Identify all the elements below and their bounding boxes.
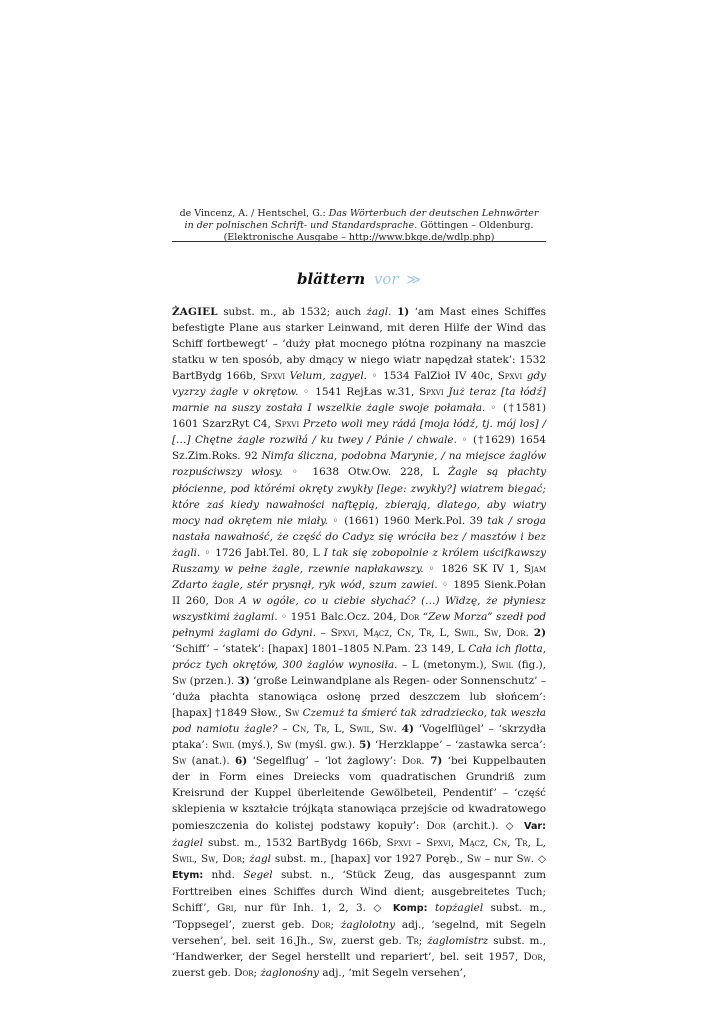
entry-segment: L, xyxy=(329,723,350,736)
entry-segment: (myśl. gw.). xyxy=(291,739,360,752)
headword: ŻAGIEL xyxy=(172,306,218,318)
entry-segment: Tr xyxy=(406,934,419,947)
entry-segment: żaglomistrz xyxy=(427,934,489,947)
entry-segment: topżagiel xyxy=(434,901,484,914)
entry-segment: (fig.), xyxy=(513,659,546,672)
entry-segment: Spxvi xyxy=(419,386,444,399)
entry-segment: Spxvi xyxy=(274,418,300,431)
entry-segment: Dor xyxy=(399,610,420,623)
entry-segment: (myś.), xyxy=(233,739,277,752)
entry-segment: Przeto woli mey rádá [moja łódź, tj. mój los] / […] Chętne żagle rozwiłá / ku twey / Pánie / chwale. xyxy=(172,418,546,447)
entry-segment: Sw xyxy=(318,934,333,947)
entry-segment: subst. m., ab 1532; auch xyxy=(217,306,367,318)
next-link[interactable]: vor xyxy=(373,270,399,288)
entry-segment: Swil xyxy=(491,659,514,672)
next-arrow-icon[interactable]: ≫ xyxy=(406,272,422,288)
entry-segment: nhd. xyxy=(203,868,244,881)
entry-segment xyxy=(427,902,434,914)
entry-segment: ; xyxy=(241,852,250,865)
entry-segment: Spxvi – Spxvi, Mącz, Cn, Tr, xyxy=(386,836,531,849)
entry-segment: Etym: xyxy=(172,869,204,881)
entry-segment: Sw xyxy=(172,675,187,688)
entry-segment: żaglolotny xyxy=(340,918,396,931)
entry-segment: Swil, Sw, Dor xyxy=(172,852,242,865)
entry-segment: gdy vyzrzy żagle v okrętow. xyxy=(172,370,546,399)
entry-segment: L, xyxy=(530,836,546,849)
entry-segment: Dor xyxy=(234,966,254,979)
entry-segment: subst. m., ‘Toppsegel’, zuerst geb. xyxy=(172,901,546,931)
entry-segment: ‘bei Kuppelbauten der in Form eines Dreiecks vom quadratischen Grundriß zum Kreisrund der Kuppel überleitende Gewölbeteil, Pendentif’ – ‘część sklepienia w kształcie trójkąta stanowiąca przejście od kwadratowego pomieszczenia do kolistej podstawy kopuły’: xyxy=(172,755,547,832)
entry-segment: ◦ 1541 RejŁas w.31, xyxy=(298,386,419,399)
entry-segment: żagl. xyxy=(366,306,392,318)
entry-segment: L, xyxy=(434,626,455,639)
entry-segment: 4) xyxy=(396,723,414,736)
entry-segment: Sw xyxy=(172,755,187,768)
header-divider xyxy=(172,241,546,242)
entry-segment: ◦ 1951 Balc.Ocz. 204, xyxy=(277,610,400,623)
entry-segment: ‘Schiff’ – ‘statek’: [hapax] 1801–1805 N.Pam. 23 149, L xyxy=(172,642,469,655)
entry-segment: ; xyxy=(253,966,261,979)
entry-segment: Cn, Tr, xyxy=(292,723,330,736)
entry-segment: Dor xyxy=(523,950,543,963)
entry-segment: subst. m., 1532 BartBydg 166b, xyxy=(203,836,387,849)
entry-segment: Spxvi, Mącz, Cn, Tr, xyxy=(330,626,435,639)
entry-segment: ‘große Leinwandplane als Regen- oder Sonnenschutz’ – ‘duża płachta stanowiąca osłonę przed deszczem lub słońcem’: [hapax] †1849 Słow., xyxy=(172,675,546,720)
entry-segment: Dor xyxy=(426,819,446,832)
browse-title: blättern xyxy=(296,270,366,288)
citation-header xyxy=(172,208,546,244)
entry-segment: żagl xyxy=(249,852,271,865)
entry-segment: Sw xyxy=(276,739,292,752)
entry-segment: żaglonośny xyxy=(260,966,320,979)
entry-segment: 3) xyxy=(237,675,250,688)
entry-segment: ◇ xyxy=(534,852,546,865)
entry-segment: Sw. xyxy=(516,852,535,865)
entry-segment: Swil, Sw. xyxy=(349,723,397,736)
entry-segment: – xyxy=(316,626,331,639)
entry-segment: Velum, zagyel. xyxy=(289,370,367,383)
entry-segment: subst. n., ‘Stück Zeug, das ausgespannt zum Forttreiben eines Schiffes durch Wind dient; ausgebreitetes Tuch; Schiff’, xyxy=(172,868,547,914)
entry-segment: ‘Vogelflügel’ – ‘skrzydła ptaka’: xyxy=(172,723,547,752)
entry-segment: Nimfa śliczna, podobna Marynie, / na miejsce żaglów rozpuściwszy włosy. xyxy=(172,450,546,479)
entry-segment: tak / sroga nastała nawałność, że część do Cadyz się wróciła bez / masztów i bez żagli. xyxy=(172,514,546,559)
entry-segment: Gri xyxy=(217,901,234,914)
entry-segment: ◦ (1661) 1960 Merk.Pol. 39 xyxy=(327,514,488,527)
entry-segment: ; xyxy=(330,918,341,931)
citation-line-3: (Elektronische Ausgabe – http://www.bkge.de/wdlp.php) xyxy=(223,232,495,243)
entry-segment: Czemuż ta śmierć tak zdradziecko, tak weszła pod namiotu żagle? xyxy=(172,707,546,736)
browse-navigation xyxy=(172,270,546,289)
entry-segment: adj., ‘mit Segeln versehen’, xyxy=(319,966,467,979)
entry-segment: Cała ich flotta, prócz tych okrętów, 300 żaglów wynosiła. xyxy=(172,642,546,672)
entry-segment: , zuerst geb. xyxy=(332,934,407,947)
entry-segment: 7) xyxy=(424,755,443,768)
entry-segment: Swil, Sw, Dor. xyxy=(454,626,529,639)
entry-text xyxy=(172,304,546,981)
entry-segment: – xyxy=(277,723,293,736)
entry-segment: I tak się zobopolnie z królem uścifkawszy Ruszamy w pełne żagle, rzewnie napłakawszy. xyxy=(172,546,546,575)
entry-segment: Var: xyxy=(524,820,546,832)
entry-segment: ◦ (†1581) 1601 SzarzRyt C4, xyxy=(172,402,546,431)
entry-segment: ◦ (†1629) 1654 Sz.Zim.Roks. 92 xyxy=(172,434,546,463)
entry-segment: (przen.). xyxy=(186,675,238,688)
entry-segment: , zuerst geb. xyxy=(172,950,546,979)
entry-segment: żagiel xyxy=(172,836,204,849)
entry-segment: ‘Segelflug’ – ‘lot żaglowy’: xyxy=(247,755,402,768)
entry-segment: , nur für Inh. 1, 2, 3. ◇ xyxy=(233,901,393,914)
entry-segment: Dor. xyxy=(401,755,425,768)
entry-segment: A w ogóle, co u ciebie słychać? (…) Widzę, że płyniesz wszystkimi żaglami. xyxy=(172,594,547,623)
entry-segment: (archit.). ◇ xyxy=(445,819,525,832)
citation-line-2: in der polnischen Schrift- und Standardsprache. Göttingen – Oldenburg. xyxy=(184,220,534,231)
entry-segment: – L (metonym.), xyxy=(397,659,492,672)
entry-segment: “Zew Morza” szedł pod pełnymi żaglami do Gdyni. xyxy=(172,610,546,639)
entry-segment: Spxvi xyxy=(260,370,286,383)
entry-segment: 1) xyxy=(391,306,410,318)
entry-segment: adj., ‘segelnd, mit Segeln versehen’, bel. seit 16.Jh., xyxy=(172,918,546,947)
entry-segment: Swil xyxy=(212,739,234,752)
entry-segment: ◦ 1726 Jabł.Tel. 80, L xyxy=(200,546,324,559)
entry-segment: (anat.). xyxy=(186,755,235,768)
entry-segment: Komp: xyxy=(392,902,428,914)
entry-segment: ‘am Mast eines Schiffes befestigte Plane aus starker Leinwand, mit deren Hilfe der Wind das Schiff fortbewegt’ – ‘duży płat mocnego płótna rozpinany na maszcie statku w ten sposób, aby dmący w niego wiatr napędzał statek’: 1532 BartBydg 166b, xyxy=(172,306,546,383)
entry-segment: Sjam xyxy=(523,562,546,575)
entry-segment: 5) xyxy=(359,739,372,752)
entry-segment: Już teraz [ta łódź] marnie na suszy została I wszelkie żagle swoje połamała. xyxy=(172,386,546,415)
entry-segment: Zdarto żagle, stér prysnął, ryk wód, szum zawiei. xyxy=(172,578,438,591)
entry-segment: ◦ 1895 Sienk.Połan II 260, xyxy=(172,578,546,607)
entry-segment: Segel xyxy=(243,868,273,881)
entry-segment: ◦ 1534 FalZioł IV 40c, xyxy=(366,370,498,383)
citation-line-1: de Vincenz, A. / Hentschel, G.: Das Wörterbuch der deutschen Lehnwörter xyxy=(179,208,539,219)
entry-segment: ◦ 1826 SK IV 1, xyxy=(423,562,524,575)
entry-segment: Dor xyxy=(214,594,234,607)
entry-segment: Sw xyxy=(284,707,300,720)
entry-segment: 6) xyxy=(235,755,248,768)
dictionary-entry xyxy=(172,304,546,981)
entry-segment: subst. m., [hapax] vor 1927 Poręb., xyxy=(270,852,467,865)
entry-segment: ; xyxy=(418,934,428,947)
entry-segment: Spxvi xyxy=(497,370,523,383)
entry-segment: ‘Herzklappe’ – ‘zastawka serca’: xyxy=(371,739,547,752)
entry-segment: Sw xyxy=(466,852,482,865)
entry-segment: ◦ 1638 Otw.Ow. 228, L xyxy=(282,466,449,479)
entry-segment: 2) xyxy=(528,626,546,639)
entry-segment: Dor xyxy=(311,918,331,931)
entry-segment: subst. m., ‘Handwerker, der Segel herstellt und repariert’, bel. seit 1957, xyxy=(172,934,547,963)
entry-segment: Żagle są płachty płócienne, pod którémi okręty zwykły [lege: zwykły?] wiatrem biegać; które zaś kiedy nawałności naftępią, zbierają, dlatego, aby wiatry mocy nad okrętem nie miały. xyxy=(172,466,546,527)
entry-segment: – nur xyxy=(481,852,517,865)
